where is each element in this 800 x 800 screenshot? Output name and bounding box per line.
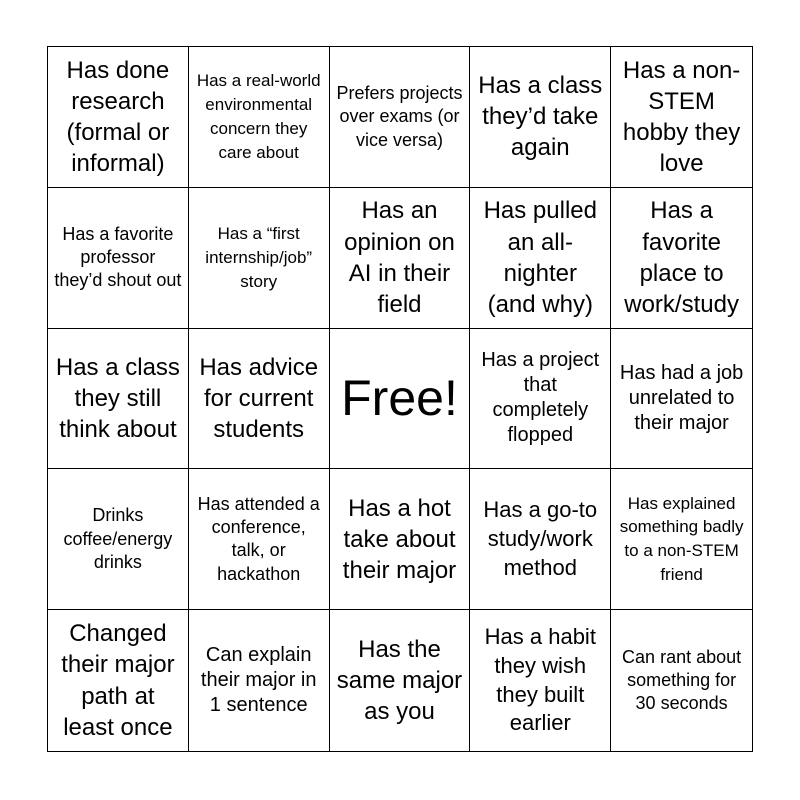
bingo-cell-text: Has an opinion on AI in their field [344, 197, 455, 318]
bingo-cell-text: Has a habit they wish they built earlier [484, 624, 596, 736]
bingo-cell-text: Has the same major as you [336, 635, 463, 726]
bingo-cell-text: Has pulled an all-nighter (and why) [483, 197, 597, 318]
bingo-cell-4-2[interactable] [189, 469, 330, 610]
bingo-cell-5-4[interactable] [470, 610, 611, 751]
bingo-cell-text: Has had a job unrelated to their major [619, 361, 744, 434]
bingo-cell-2-2[interactable] [189, 188, 330, 329]
bingo-cell-text: Has explained something badly to a non-STEM friend [619, 493, 744, 585]
bingo-cell-text: Has a “first internship/job” story [205, 224, 313, 291]
bingo-cell-3-5[interactable] [611, 329, 752, 470]
bingo-cell-text: Has a hot take about their major [342, 494, 457, 584]
bingo-cell-1-2[interactable] [189, 47, 330, 188]
bingo-cell-4-1[interactable] [48, 469, 189, 610]
bingo-cell-3-4[interactable] [470, 329, 611, 470]
bingo-cell-3-2[interactable] [189, 329, 330, 470]
bingo-cell-5-1[interactable] [48, 610, 189, 751]
bingo-cell-1-4[interactable] [470, 47, 611, 188]
free-space-label: Free! [341, 369, 458, 426]
bingo-cell-3-1[interactable] [48, 329, 189, 470]
bingo-cell-2-3[interactable] [330, 188, 471, 329]
bingo-cell-4-4[interactable] [470, 469, 611, 610]
bingo-cell-text: Prefers projects over exams (or vice versa) [336, 82, 463, 150]
bingo-cell-text: Has done research (formal or informal) [66, 56, 170, 178]
bingo-cell-text: Can rant about something for 30 seconds [622, 646, 742, 714]
bingo-cell-text: Has attended a conference, talk, or hackathon [197, 493, 320, 584]
bingo-cell-1-3[interactable] [330, 47, 471, 188]
bingo-board [47, 46, 753, 752]
bingo-cell-2-4[interactable] [470, 188, 611, 329]
bingo-cell-text: Has advice for current students [199, 353, 319, 444]
bingo-cell-5-3[interactable] [330, 610, 471, 751]
bingo-cell-text: Has a favorite place to work/study [624, 197, 739, 318]
bingo-cell-5-5[interactable] [611, 610, 752, 751]
bingo-cell-4-3[interactable] [330, 469, 471, 610]
bingo-cell-text: Has a go-to study/work method [483, 497, 598, 580]
bingo-cell-4-5[interactable] [611, 469, 752, 610]
bingo-cell-5-2[interactable] [189, 610, 330, 751]
bingo-cell-text: Has a non-STEM hobby they love [622, 56, 741, 178]
bingo-cell-free[interactable] [330, 329, 471, 470]
bingo-cell-text: Has a project that completely flopped [481, 349, 600, 447]
bingo-cell-1-5[interactable] [611, 47, 752, 188]
bingo-cell-text: Has a real-world environmental concern they care about [196, 71, 321, 162]
bingo-cell-2-5[interactable] [611, 188, 752, 329]
bingo-cell-text: Can explain their major in 1 sentence [200, 644, 317, 717]
bingo-cell-text: Has a favorite professor they’d shout out [54, 223, 182, 291]
bingo-cell-text: Changed their major path at least once [61, 620, 175, 741]
bingo-cell-1-1[interactable] [48, 47, 189, 188]
bingo-cell-text: Drinks coffee/energy drinks [63, 505, 173, 572]
bingo-cell-2-1[interactable] [48, 188, 189, 329]
bingo-cell-text: Has a class they still think about [55, 353, 180, 444]
bingo-cell-text: Has a class they’d take again [478, 72, 603, 162]
